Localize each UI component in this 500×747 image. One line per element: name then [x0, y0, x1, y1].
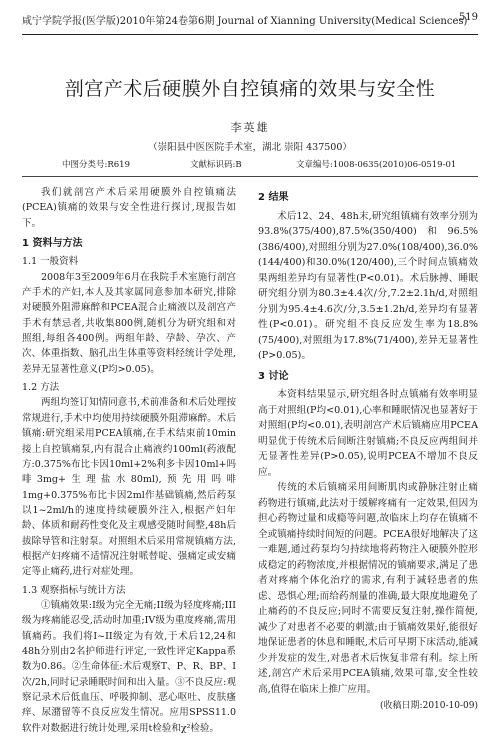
section-1-heading: 1 资料与方法: [22, 238, 83, 250]
right-column: [258, 185, 478, 715]
left-column: [22, 185, 236, 736]
section-3-heading: 3 讨论: [258, 370, 289, 382]
discussion-paragraph-2: 传统的术后镇痛采用间断肌肉或静脉注射止痛药物进行镇痛,此法对于缓解疼痛有一定效果,但因为担心药物过量和成瘾等问题,故临床上均存在镇痛不全或镇痛持续时间短的问题。PCEA很好地解决了这一难题,通过药泵均匀持续地将药物注入硬膜外腔形成稳定的药物浓度,并根据情况的镇痛要求,满足了患者对疼痛个体化治疗的需求,有利于减轻患者的焦虑、恐惧心理;而给药剂量的准确,最大限度地避免了止痛药的不良反应;同时不需要反复注射,操作简便,减少了对患者不必要的刺激;由于镇痛效果好,能很好地保证患者的休息和睡眠,术后可早期下床活动,能减少并发症的发生,对患者术后恢复非常有利。综上所述,剖宫产术后采用PCEA镇痛,效果可靠,安全性较高,值得在临床上推广应用。: [258, 482, 478, 695]
subsection-1-1-text: 2008年3至2009年6月在我院手术室施行剖宫产手术的产妇,本人及其家属同意参加本研究,排除对硬膜外阻滞麻醉和PCEA混合止痛液以及剖宫产手术有禁忌者,共收集800例,随机分为研究组和对照组,每组各400例。两组年龄、孕龄、孕次、产次、体重指数、脑孔出生体重等资料经统计学处理,差异无显著性意义(P均>0.05)。: [22, 271, 236, 375]
author-affiliation: （崇阳县中医医院手术室，湖北 崇阳 437500）: [148, 142, 352, 153]
intro-paragraph: 我们就剖宫产术后采用硬膜外自控镇痛法(PCEA)镇痛的效果与安全性进行探讨,现报告如下。: [22, 187, 236, 229]
section-2-heading: 2 结果: [258, 192, 289, 203]
running-header: [22, 12, 478, 42]
discussion-paragraph-1: 本资料结果显示,研究组各时点镇痛有效率明显高于对照组(P均<0.01),心率和睡眠情况也显著好于对照组(P均<0.01),表明剖宫产术后镇痛应用PCEA明显优于传统术后间断注射镇痛;不良反应两组间并无显著性差异(P>0.05),说明PCEA不增加不良反应。: [258, 389, 478, 478]
header-rule: [22, 34, 478, 35]
article-id: 文章编号:1008-0635(2010)06-0519-01: [296, 160, 457, 170]
subsection-1-1-heading: 1.1 一般资料: [22, 256, 79, 268]
document-code: 文献标识码:B: [190, 160, 242, 170]
subsection-1-2-text: 两组均签订知情同意书,术前准备和术后处理按常规进行,手术中均使用持续硬膜外阻滞麻醉。术后镇痛:研究组采用PCEA镇痛,在手术结束前10min接上自控镇痛泵,内有混合止痛液约100ml(药液配方:0.375%布比卡因10ml+2%利多卡因10ml+吗啡3mg+生理盐水80ml),预先用吗啡1mg+0.375%布比卡因2ml作基础镇痛,然后药泵以1~2ml/h的速度持续硬膜外注入,根据产妇年龄、体质和耐药性变化及主观感受随时间整,48h后拔除导管和注射泵。对照组术后采用常规镇痛方法,根据产妇疼痛不适情况注射哌替啶、强痛定或安痛定等止痛药,进行对症处理。: [22, 397, 236, 578]
meta-rule: [22, 176, 478, 177]
running-head-text: 咸宁学院学报(医学版)2010年第24卷第6期 Journal of Xianning University(Medical Sciences): [22, 16, 468, 27]
subsection-1-2-heading: 1.2 方法: [22, 382, 60, 394]
author-name: 李英雄: [230, 121, 270, 134]
page-number: 519: [458, 12, 478, 23]
received-date: (收稿日期:2010-10-09): [380, 701, 478, 711]
results-text: 术后12、24、48h末,研究组镇痛有效率分别为93.8%(375/400),87.5%(350/400)和96.5%(386/400),对照组分别为27.0%(108/400),36.0%(144/400)和30.0%(120/400),三个时间点镇痛效果两组差异均有显著性(P<0.01)。术后脉搏、睡眠研究组分别为80.3±4.4次/分,7.2±2.1h/d,对照组分别为95.4±4.6次/分,3.5±1.2h/d,差异均有显著性(P<0.01)。研究组不良反应发生率为18.8%(75/400),对照组为17.8%(71/400),差异无显著性(P>0.05)。: [258, 210, 478, 361]
subsection-1-3-heading: 1.3 观察指标与统计方法: [22, 584, 126, 596]
clc-number: 中图分类号:R619: [62, 160, 130, 170]
subsection-1-3-text: ①镇痛效果:I级为完全无痛;II级为轻度疼痛;III级为疼痛能忍受,活动时加重;IV级为重度疼痛,需用镇痛药。我们将I~II级定为有效,于术后12,24和48h分别由2名护师进行评定,一致性评定Kappa系数为0.86。②生命体征:术后观察T、P、R、BP、I次/2h,同时记录睡眠时间和出入量。③不良反应:观察记录术后低血压、呼吸抑制、恶心呕吐、皮肤瘙痒、尿潴留等不良反应发生情况。应用SPSS11.0软件对数据进行统计处理,采用t检验和χ²检验。: [22, 599, 236, 734]
article-title: 剖宫产术后硬膜外自控镇痛的效果与安全性: [64, 78, 436, 100]
